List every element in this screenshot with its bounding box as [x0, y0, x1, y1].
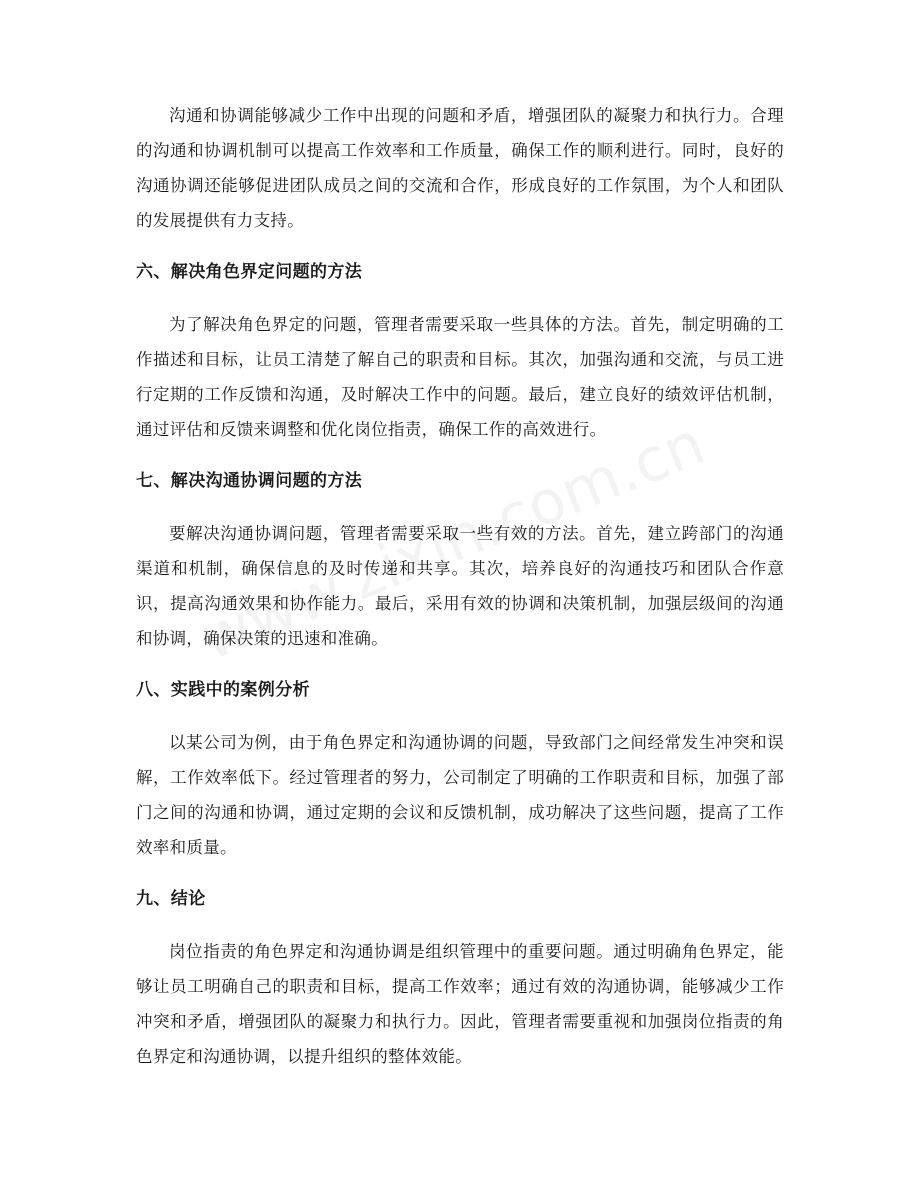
section-heading-9: 九、结论: [136, 889, 206, 909]
document-body: [136, 98, 784, 1074]
paragraph-communication-benefits: 沟通和协调能够减少工作中出现的问题和矛盾，增强团队的凝聚力和执行力。合理的沟通和协调机制可以提高工作效率和工作质量，确保工作的顺利进行。同时，良好的沟通协调还能够促进团队成员之间的交流和合作，形成良好的工作氛围，为个人和团队的发展提供有力支持。: [136, 106, 784, 230]
section-heading-6: 六、解决角色界定问题的方法: [136, 262, 363, 282]
paragraph-section-9: 岗位指责的角色界定和沟通协调是组织管理中的重要问题。通过明确角色界定，能够让员工明确自己的职责和目标，提高工作效率；通过有效的沟通协调，能够减少工作冲突和矛盾，增强团队的凝聚力和执行力。因此，管理者需要重视和加强岗位指责的角色界定和沟通协调，以提升组织的整体效能。: [136, 942, 784, 1066]
paragraph-section-8: 以某公司为例，由于角色界定和沟通协调的问题，导致部门之间经常发生冲突和误解，工作效率低下。经过管理者的努力，公司制定了明确的工作职责和目标，加强了部门之间的沟通和协调，通过定期的会议和反馈机制，成功解决了这些问题，提高了工作效率和质量。: [136, 733, 784, 857]
paragraph-section-6: 为了解决角色界定的问题，管理者需要采取一些具体的方法。首先，制定明确的工作描述和目标，让员工清楚了解自己的职责和目标。其次，加强沟通和交流，与员工进行定期的工作反馈和沟通，及时解决工作中的问题。最后，建立良好的绩效评估机制，通过评估和反馈来调整和优化岗位指责，确保工作的高效进行。: [136, 315, 784, 439]
section-heading-7: 七、解决沟通协调问题的方法: [136, 471, 363, 491]
section-heading-8: 八、实践中的案例分析: [136, 680, 310, 700]
paragraph-section-7: 要解决沟通协调问题，管理者需要采取一些有效的方法。首先，建立跨部门的沟通渠道和机制，确保信息的及时传递和共享。其次，培养良好的沟通技巧和团队合作意识，提高沟通效果和协作能力。最后，采用有效的协调和决策机制，加强层级间的沟通和协调，确保决策的迅速和准确。: [136, 524, 784, 648]
